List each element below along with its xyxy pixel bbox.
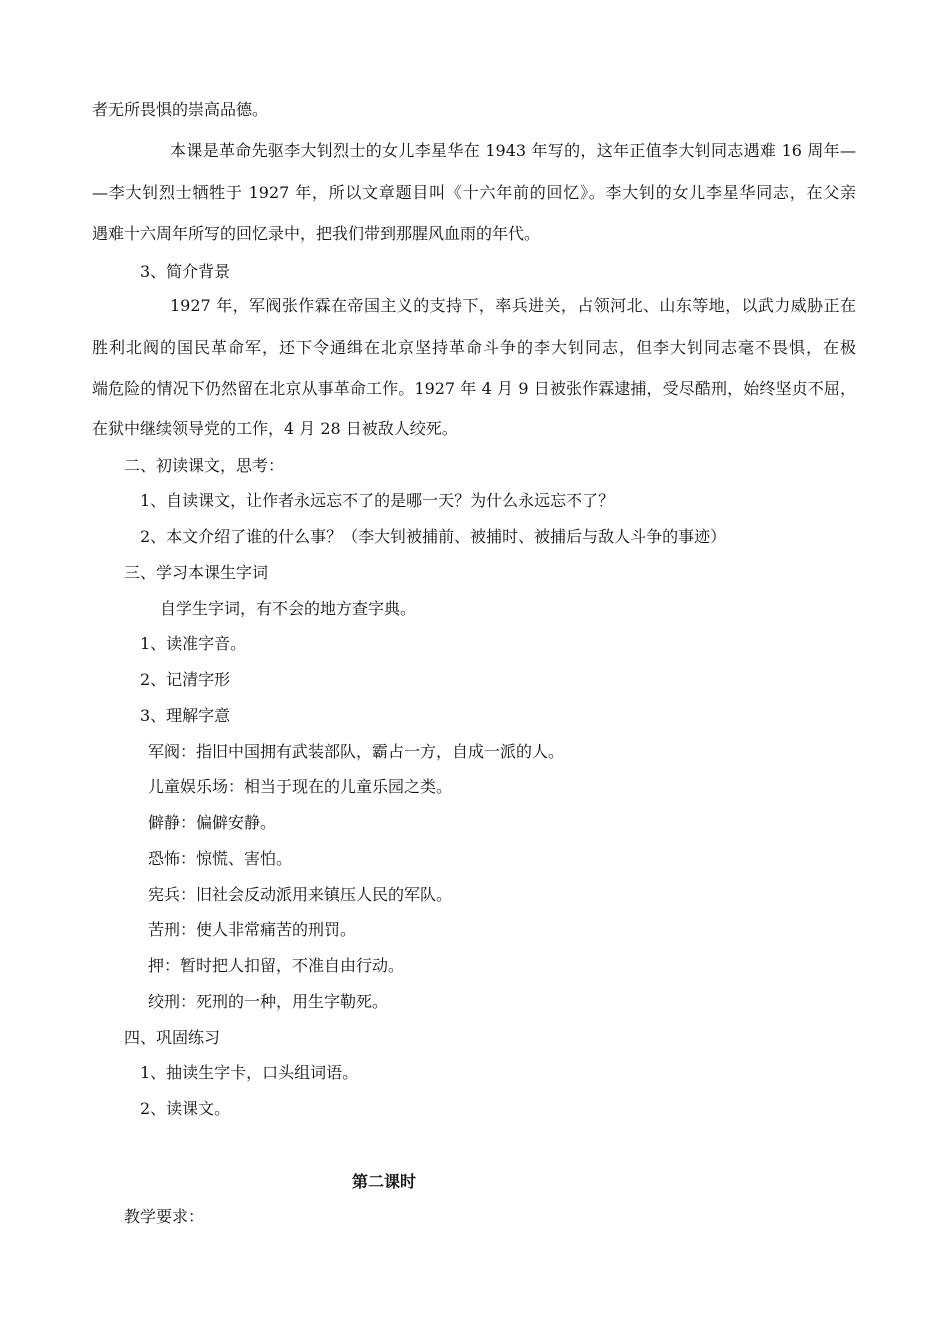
vocab-step-2: 2、记清字形 xyxy=(140,670,231,689)
question-2: 2、本文介绍了谁的什么事？（李大钊被捕前、被捕时、被捕后与敌人斗争的事迹） xyxy=(140,527,727,546)
heading-practice: 四、巩固练习 xyxy=(124,1028,221,1047)
definition-item: 绞刑：死刑的一种，用生字勒死。 xyxy=(148,992,389,1011)
definition-item: 军阀：指旧中国拥有武装部队，霸占一方，自成一派的人。 xyxy=(148,742,565,761)
practice-2: 2、读课文。 xyxy=(140,1099,231,1118)
background-line-4: 在狱中继续领导党的工作，4 月 28 日被敌人绞死。 xyxy=(92,419,458,438)
background-line-3: 端危险的情况下仍然留在北京从事革命工作。1927 年 4 月 9 日被张作霖逮捕，受尽酷刑，始终坚贞不屈， xyxy=(92,379,856,398)
heading-background: 3、简介背景 xyxy=(140,262,231,281)
intro-line-3: 遇难十六周年所写的回忆录中，把我们带到那腥风血雨的年代。 xyxy=(92,224,541,243)
vocab-intro: 自学生字词，有不会的地方查字典。 xyxy=(160,599,417,618)
definition-item: 宪兵：旧社会反动派用来镇压人民的军队。 xyxy=(148,885,453,904)
question-1: 1、自读课文，让作者永远忘不了的是哪一天？为什么永远忘不了？ xyxy=(140,491,615,510)
intro-line-2: —李大钊烈士牺牲于 1927 年，所以文章题目叫《十六年前的回忆》。李大钊的女儿李星华同志，在父亲 xyxy=(92,183,856,202)
vocab-step-1: 1、读准字音。 xyxy=(140,634,247,653)
definition-item: 儿童娱乐场：相当于现在的儿童乐园之类。 xyxy=(148,777,453,796)
practice-1: 1、抽读生字卡，口头组词语。 xyxy=(140,1063,359,1082)
definition-item: 押：暂时把人扣留，不准自由行动。 xyxy=(148,956,405,975)
definition-item: 恐怖：惊慌、害怕。 xyxy=(148,849,293,868)
vocab-step-3: 3、理解字意 xyxy=(140,706,231,725)
definition-item: 苦刑：使人非常痛苦的刑罚。 xyxy=(148,920,357,939)
background-line-1: 1927 年，军阀张作霖在帝国主义的支持下，率兵进关，占领河北、山东等地，以武力威胁正在 xyxy=(170,296,856,315)
heading-vocab: 三、学习本课生字词 xyxy=(124,563,269,582)
paragraph-continuation: 者无所畏惧的崇高品德。 xyxy=(92,100,269,119)
intro-line-1: 本课是革命先驱李大钊烈士的女儿李星华在 1943 年写的，这年正值李大钊同志遇难 16 周年— xyxy=(170,141,856,160)
definition-item: 僻静：偏僻安静。 xyxy=(148,813,277,832)
lesson-2-title: 第二课时 xyxy=(352,1172,417,1191)
background-line-2: 胜利北阀的国民革命军，还下令通缉在北京坚持革命斗争的李大钊同志，但李大钊同志毫不畏惧，在极 xyxy=(92,338,856,357)
teaching-requirements-label: 教学要求： xyxy=(124,1207,205,1226)
heading-first-read: 二、初读课文，思考： xyxy=(124,456,285,475)
